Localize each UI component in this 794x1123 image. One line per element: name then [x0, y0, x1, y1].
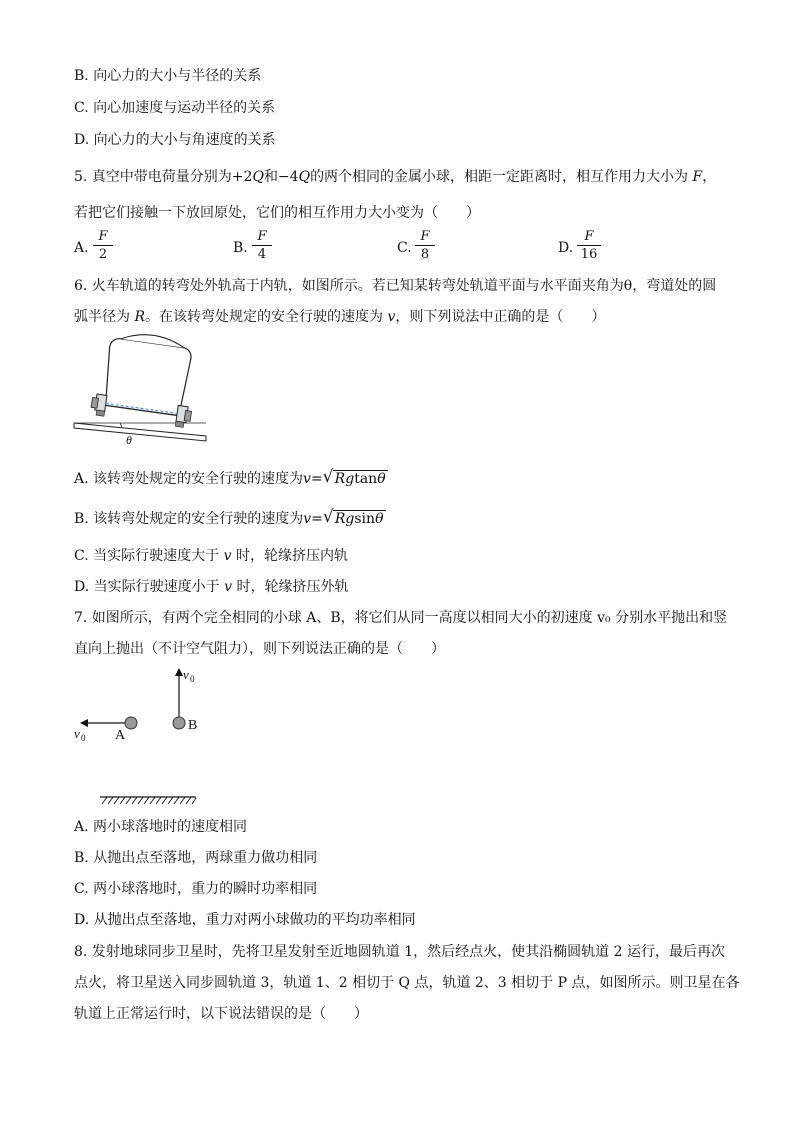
ground-hatch: [100, 797, 196, 804]
q7-stem-line1: 7. 如图所示，有两个完全相同的小球 A、B，将它们从同一高度以相同大小的初速度 v₀ 分别水平抛出和竖: [74, 610, 728, 626]
q5-option-b-label: B.: [233, 240, 248, 256]
q8-stem-line1: 8. 发射地球同步卫星时，先将卫星发射至近地圆轨道 1，然后经点火，使其沿椭圆轨道 2 运行，最后再次: [74, 944, 725, 960]
q6-option-b-sqrt: √ Rgsinθ: [322, 507, 384, 527]
q7-option-a: A. 两小球落地时的速度相同: [74, 819, 248, 835]
q5-option-c-fraction: F 8: [415, 229, 435, 262]
theta-label: θ: [126, 433, 132, 447]
label-a: A: [115, 728, 126, 743]
q5-option-b-fraction: F 4: [252, 229, 272, 262]
q4-option-c: C. 向心加速度与运动半径的关系: [74, 100, 276, 116]
q6-option-d: D. 当实际行驶速度小于 v 时，轮缘挤压外轨: [74, 579, 349, 595]
q6-option-b: B. 该转弯处规定的安全行驶的速度为v= √ Rgsinθ: [74, 507, 384, 527]
q5-option-a-fraction: F 2: [93, 229, 113, 262]
q7-option-d: D. 从抛出点至落地，重力对两小球做功的平均功率相同: [74, 912, 416, 928]
arrow-up-icon: [175, 668, 183, 676]
q7-option-b: B. 从抛出点至落地，两球重力做功相同: [74, 850, 318, 866]
train-car-body: [102, 337, 193, 416]
v0-sub-b: 0: [190, 674, 195, 684]
q5-option-d-fraction: F 16: [577, 229, 601, 262]
q6-option-a: A. 该转弯处规定的安全行驶的速度为v= √ Rgtanθ: [74, 467, 386, 487]
ball-a: [125, 717, 137, 729]
v0-label-a: v: [74, 726, 80, 741]
q7-stem-line2: 直向上抛出（不计空气阻力），则下列说法正确的是（ ）: [74, 641, 445, 657]
projectile-figure: [70, 665, 210, 810]
label-b: B: [188, 718, 198, 733]
q5-option-c-label: C.: [397, 240, 412, 256]
q5-stem-line2: 若把它们接触一下放回原处，它们的相互作用力大小变为（ ）: [74, 205, 480, 221]
v0-sub-a: 0: [81, 733, 86, 743]
banked-track-base: [74, 423, 206, 441]
q6-option-a-sqrt: √ Rgtanθ: [322, 467, 386, 487]
q5-option-a-label: A.: [74, 240, 89, 256]
q4-option-d: D. 向心力的大小与角速度的关系: [74, 132, 276, 148]
q6-option-c: C. 当实际行驶速度大于 v 时，轮缘挤压内轨: [74, 548, 348, 564]
q6-stem-line1: 6. 火车轨道的转弯处外轨高于内轨，如图所示。若已知某转弯处轨道平面与水平面夹角为θ，弯道处的圆: [74, 278, 717, 294]
q8-stem-line2: 点火，将卫星送入同步圆轨道 3，轨道 1、2 相切于 Q 点，轨道 2、3 相切于 P 点，如图所示。则卫星在各: [74, 975, 740, 991]
q5-option-d-label: D.: [558, 240, 574, 256]
q7-option-c: C. 两小球落地时，重力的瞬时功率相同: [74, 881, 318, 897]
q6-stem-line2: 弧半径为 R。在该转弯处规定的安全行驶的速度为 v，则下列说法中正确的是（ ）: [74, 309, 606, 325]
q5-stem-line1: 5. 真空中带电荷量分别为+2Q和−4Q的两个相同的金属小球，相距一定距离时，相互作用力大小为 F，: [74, 169, 717, 185]
v0-label-b: v: [183, 667, 189, 682]
q4-option-b: B. 向心力的大小与半径的关系: [74, 68, 262, 84]
train-track-figure: [70, 330, 210, 460]
arrow-left-icon: [80, 719, 88, 727]
q8-stem-line3: 轨道上正常运行时，以下说法错误的是（ ）: [74, 1006, 368, 1022]
ball-b: [173, 717, 185, 729]
